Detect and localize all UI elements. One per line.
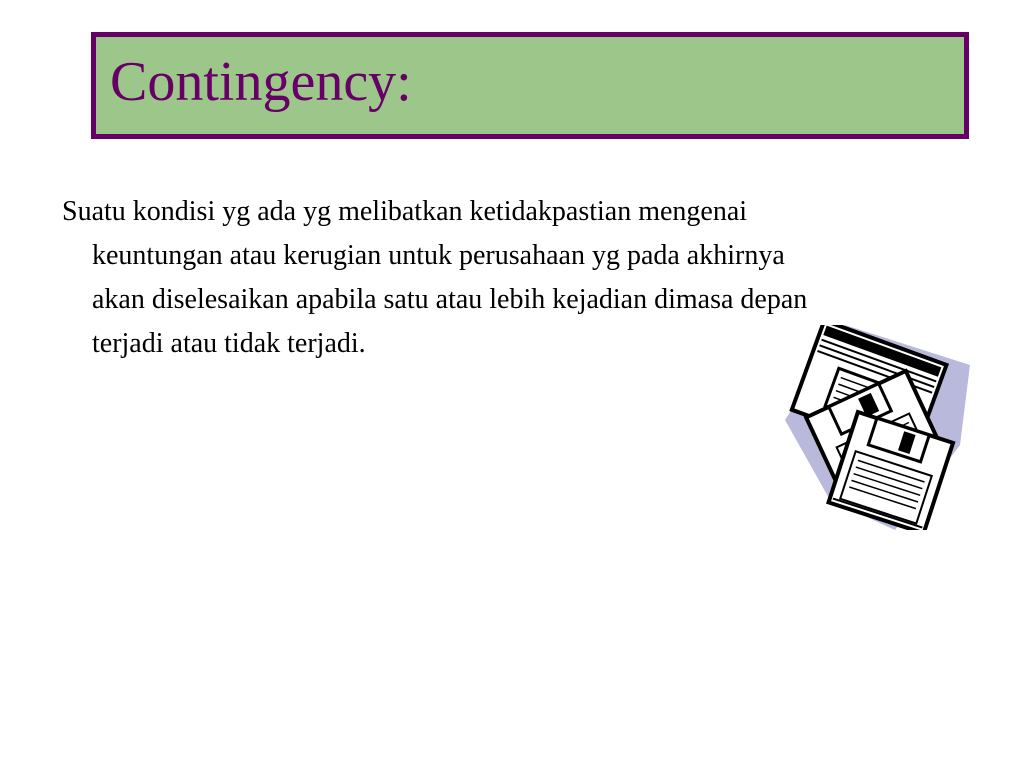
title-box: [91, 32, 969, 139]
body-paragraph: Suatu kondisi yg ada yg melibatkan ketidakpastian mengenai keuntungan atau kerugian untuk perusahaan yg pada akhirnya akan diselesaikan apabila satu atau lebih kejadian dimasa depan terjadi atau tidak terjadi.: [62, 196, 808, 359]
floppy-disks-icon: [775, 325, 975, 530]
slide-title: Contingency:: [110, 51, 412, 113]
